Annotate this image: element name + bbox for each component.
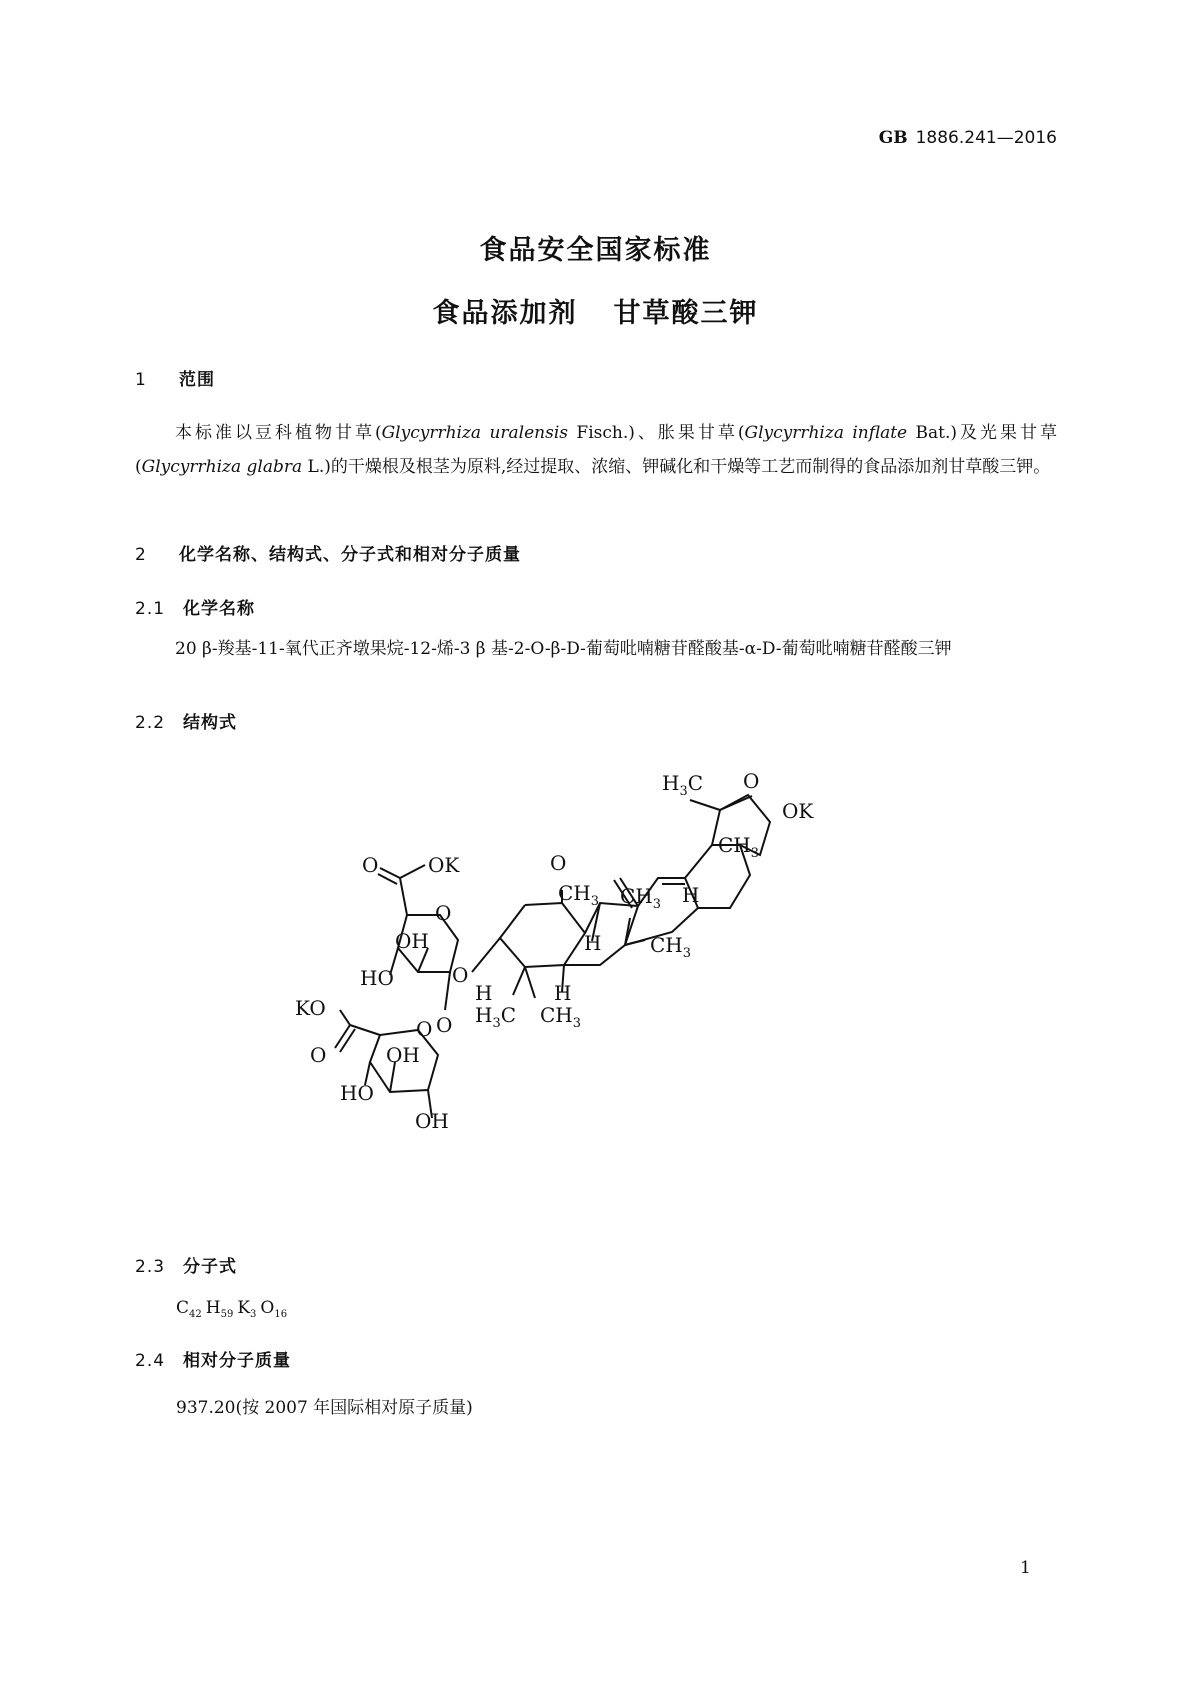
- label-ko-sugar2: KO: [295, 996, 326, 1020]
- standard-prefix: GB: [878, 128, 908, 148]
- subtitle-part-b: 甘草酸三钾: [613, 298, 759, 329]
- label-ch3-d: $CH_3$: [718, 833, 760, 861]
- label-ch3-b: $CH_3$: [620, 884, 662, 912]
- label-h3c-bot: $H_3C$: [475, 1003, 517, 1031]
- label-ok-top: OK: [782, 799, 814, 823]
- label-o-glyc: O: [436, 1013, 453, 1037]
- label-o-ketone: O: [550, 851, 567, 875]
- label-oh-1: OH: [395, 929, 429, 953]
- label-ch3-bot: $CH_3$: [540, 1003, 582, 1031]
- label-oh-2: OH: [386, 1043, 420, 1067]
- section-2-3-heading: 2.3 分子式: [135, 1257, 237, 1277]
- bond-lines: [335, 795, 770, 1118]
- section-2-4-heading: 2.4 相对分子质量: [135, 1351, 291, 1371]
- structural-formula: [295, 769, 860, 1140]
- chemical-name: 20 β-羧基-11-氧代正齐墩果烷-12-烯-3 β 基-2-O-β-D-葡萄吡喃糖苷醛酸基-α-D-葡萄吡喃糖苷醛酸三钾: [175, 639, 952, 659]
- standard-code: [800, 128, 1057, 148]
- label-h-4: H: [554, 981, 572, 1005]
- label-h-2: H: [584, 931, 602, 955]
- label-o-ring2: O: [416, 1017, 433, 1041]
- section-1-title: 范围: [179, 370, 215, 390]
- label-ch3-c: $CH_3$: [650, 933, 692, 961]
- atom-labels: [295, 769, 814, 1133]
- label-oh-3: OH: [415, 1109, 449, 1133]
- relative-molecular-mass: 937.20(按 2007 年国际相对原子质量): [176, 1398, 473, 1418]
- label-o-sugar2: O: [310, 1043, 327, 1067]
- section-2-3-title: 分子式: [183, 1257, 237, 1277]
- section-2-2-title: 结构式: [183, 713, 237, 733]
- label-ho-1: HO: [360, 966, 394, 990]
- label-ch3-a: $CH_3$: [558, 881, 600, 909]
- page-number: 1: [1020, 1558, 1031, 1578]
- section-2-1-title: 化学名称: [183, 599, 255, 619]
- label-h-1: H: [682, 883, 700, 907]
- section-1-heading: 1 范围: [135, 370, 215, 390]
- label-o-link: O: [452, 963, 469, 987]
- label-ok-sugar1: OK: [428, 853, 460, 877]
- standard-number: 1886.241—2016: [915, 128, 1057, 148]
- section-1-body: 本标准以豆科植物甘草(Glycyrrhiza uralensis Fisch.)、胀果甘草(Glycyrrhiza inflate Bat.)及光果甘草(Glycyrrhiza glabra L.)的干燥根及根茎为原料,经过提取、浓缩、钾碱化和干燥等工艺而制得的食品添加剂甘草酸三钾。: [135, 423, 1057, 477]
- subtitle-part-a: 食品添加剂: [432, 298, 578, 329]
- section-2-heading: 2 化学名称、结构式、分子式和相对分子质量: [135, 545, 521, 565]
- label-o-sugar1: O: [362, 853, 379, 877]
- label-o-top: O: [743, 769, 760, 793]
- label-ho-2: HO: [340, 1081, 374, 1105]
- document-title: 食品安全国家标准: [479, 235, 712, 266]
- label-o-ring1: O: [435, 901, 452, 925]
- section-2-title: 化学名称、结构式、分子式和相对分子质量: [179, 545, 521, 565]
- label-h-3: H: [475, 981, 493, 1005]
- label-h3c-top: $H_3C$: [662, 771, 704, 799]
- molecular-formula: $C_{42}$ $H_{59}$ $K_3$ $O_{16}$: [176, 1298, 288, 1320]
- section-2-4-title: 相对分子质量: [183, 1351, 291, 1371]
- section-2-1-heading: 2.1 化学名称: [135, 599, 255, 619]
- document-subtitle: [0, 291, 1191, 330]
- section-2-2-heading: 2.2 结构式: [135, 713, 237, 733]
